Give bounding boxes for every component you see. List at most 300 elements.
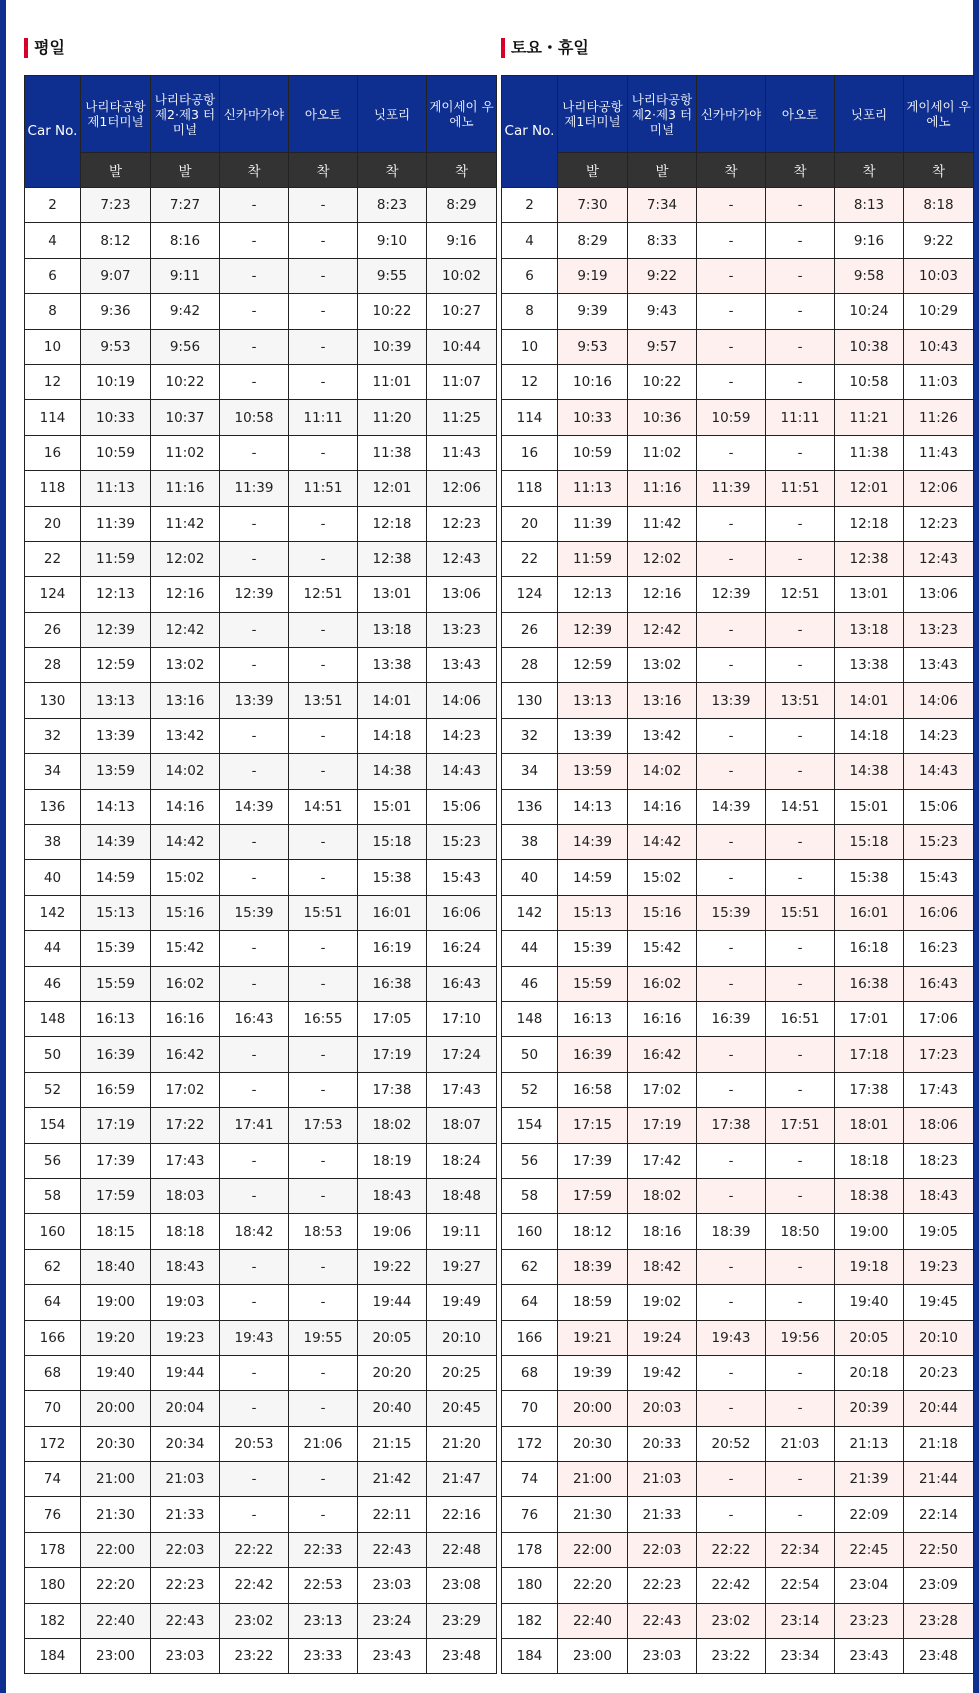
car-number-cell: 40 [25, 860, 81, 895]
time-cell: - [289, 1391, 358, 1426]
time-cell: 18:23 [904, 1143, 974, 1178]
time-cell: 18:50 [766, 1214, 835, 1249]
table-row [502, 1249, 974, 1284]
time-cell: 23:43 [358, 1639, 427, 1674]
time-cell: 10:58 [835, 364, 904, 399]
time-cell: - [289, 718, 358, 753]
header-car-no: Car No. [502, 76, 558, 188]
table-row [502, 506, 974, 541]
table-row [502, 860, 974, 895]
table-row [25, 188, 497, 223]
time-cell: 12:02 [151, 541, 220, 576]
table-row [502, 1426, 974, 1461]
time-cell: 10:36 [628, 400, 697, 435]
table-row [502, 577, 974, 612]
time-cell: 9:53 [558, 329, 628, 364]
table-row [25, 895, 497, 930]
car-number-cell: 2 [25, 188, 81, 223]
time-cell: 22:53 [289, 1568, 358, 1603]
car-number-cell: 34 [502, 754, 558, 789]
time-cell: 14:06 [904, 683, 974, 718]
table-row [25, 471, 497, 506]
time-cell: - [220, 1037, 289, 1072]
time-cell: - [697, 1391, 766, 1426]
time-cell: 19:02 [628, 1285, 697, 1320]
header-station: 나리타공항 제1터미널 [558, 76, 628, 153]
time-cell: 13:59 [558, 754, 628, 789]
time-cell: 13:18 [358, 612, 427, 647]
time-cell: - [220, 1355, 289, 1390]
table-row [25, 718, 497, 753]
time-cell: 11:25 [427, 400, 497, 435]
subheader-dep-arr: 발 [628, 153, 697, 188]
time-cell: 19:20 [81, 1320, 151, 1355]
time-cell: 23:14 [766, 1603, 835, 1638]
table-row [25, 1001, 497, 1036]
car-number-cell: 178 [25, 1532, 81, 1567]
car-number-cell: 160 [25, 1214, 81, 1249]
time-cell: - [220, 931, 289, 966]
time-cell: 13:06 [427, 577, 497, 612]
time-cell: 13:38 [358, 648, 427, 683]
time-cell: 23:02 [220, 1603, 289, 1638]
time-cell: 18:48 [427, 1178, 497, 1213]
time-cell: 14:43 [427, 754, 497, 789]
table-row [502, 1108, 974, 1143]
time-cell: 17:53 [289, 1108, 358, 1143]
car-number-cell: 172 [25, 1426, 81, 1461]
time-cell: 11:43 [427, 435, 497, 470]
time-cell: 18:43 [358, 1178, 427, 1213]
table-row [502, 541, 974, 576]
time-cell: 17:01 [835, 1001, 904, 1036]
table-row [502, 1214, 974, 1249]
time-cell: 23:33 [289, 1639, 358, 1674]
time-cell: 23:48 [904, 1639, 974, 1674]
time-cell: 17:38 [835, 1072, 904, 1107]
time-cell: 12:02 [628, 541, 697, 576]
time-cell: 16:59 [81, 1072, 151, 1107]
time-cell: 21:42 [358, 1462, 427, 1497]
time-cell: 19:43 [697, 1320, 766, 1355]
time-cell: 18:39 [697, 1214, 766, 1249]
time-cell: 13:23 [427, 612, 497, 647]
time-cell: - [766, 294, 835, 329]
time-cell: - [289, 1037, 358, 1072]
time-cell: - [220, 541, 289, 576]
time-cell: 16:06 [427, 895, 497, 930]
time-cell: - [766, 1249, 835, 1284]
time-cell: 16:19 [358, 931, 427, 966]
time-cell: 14:16 [151, 789, 220, 824]
car-number-cell: 58 [502, 1178, 558, 1213]
table-row [502, 895, 974, 930]
time-cell: - [289, 435, 358, 470]
time-cell: - [697, 966, 766, 1001]
time-cell: - [289, 1072, 358, 1107]
time-cell: 17:43 [427, 1072, 497, 1107]
time-cell: 15:23 [904, 825, 974, 860]
time-cell: 10:22 [358, 294, 427, 329]
header-station: 신카마가야 [220, 76, 289, 153]
time-cell: - [289, 648, 358, 683]
time-cell: 22:42 [220, 1568, 289, 1603]
time-cell: 18:53 [289, 1214, 358, 1249]
time-cell: - [289, 1143, 358, 1178]
car-number-cell: 10 [25, 329, 81, 364]
table-row [502, 294, 974, 329]
time-cell: - [766, 506, 835, 541]
time-cell: 20:03 [628, 1391, 697, 1426]
car-number-cell: 130 [502, 683, 558, 718]
time-cell: 9:58 [835, 258, 904, 293]
time-cell: 19:27 [427, 1249, 497, 1284]
time-cell: - [697, 931, 766, 966]
time-cell: 11:01 [358, 364, 427, 399]
time-cell: 18:40 [81, 1249, 151, 1284]
time-cell: 13:01 [358, 577, 427, 612]
time-cell: 22:16 [427, 1497, 497, 1532]
time-cell: 11:26 [904, 400, 974, 435]
time-cell: 13:39 [220, 683, 289, 718]
time-cell: 13:16 [628, 683, 697, 718]
table-row [502, 400, 974, 435]
time-cell: - [697, 754, 766, 789]
time-cell: 12:18 [835, 506, 904, 541]
time-cell: - [220, 1178, 289, 1213]
table-row [502, 1355, 974, 1390]
time-cell: - [766, 718, 835, 753]
time-cell: 18:02 [358, 1108, 427, 1143]
time-cell: 20:52 [697, 1426, 766, 1461]
time-cell: 8:18 [904, 188, 974, 223]
car-number-cell: 2 [502, 188, 558, 223]
time-cell: 22:34 [766, 1532, 835, 1567]
time-cell: 10:43 [904, 329, 974, 364]
car-number-cell: 68 [502, 1355, 558, 1390]
time-cell: 23:00 [558, 1639, 628, 1674]
time-cell: - [220, 294, 289, 329]
table-row [25, 1391, 497, 1426]
time-cell: 17:10 [427, 1001, 497, 1036]
time-cell: 20:05 [835, 1320, 904, 1355]
table-row [502, 1568, 974, 1603]
time-cell: 11:59 [558, 541, 628, 576]
time-cell: 10:24 [835, 294, 904, 329]
time-cell: 19:06 [358, 1214, 427, 1249]
time-cell: 18:42 [220, 1214, 289, 1249]
time-cell: 13:59 [81, 754, 151, 789]
time-cell: 12:39 [558, 612, 628, 647]
time-cell: 22:45 [835, 1532, 904, 1567]
time-cell: - [697, 860, 766, 895]
time-cell: - [289, 541, 358, 576]
time-cell: 11:51 [289, 471, 358, 506]
time-cell: 16:42 [151, 1037, 220, 1072]
table-row [502, 1001, 974, 1036]
time-cell: 18:12 [558, 1214, 628, 1249]
car-number-cell: 184 [502, 1639, 558, 1674]
time-cell: 9:16 [835, 223, 904, 258]
time-cell: 19:55 [289, 1320, 358, 1355]
time-cell: 11:39 [697, 471, 766, 506]
time-cell: 16:01 [835, 895, 904, 930]
time-cell: 19:18 [835, 1249, 904, 1284]
car-number-cell: 68 [25, 1355, 81, 1390]
car-number-cell: 154 [502, 1108, 558, 1143]
time-cell: 23:02 [697, 1603, 766, 1638]
time-cell: 17:19 [81, 1108, 151, 1143]
time-cell: 16:39 [697, 1001, 766, 1036]
subheader-dep-arr: 착 [220, 153, 289, 188]
time-cell: - [220, 1249, 289, 1284]
time-cell: 16:13 [558, 1001, 628, 1036]
time-cell: 15:59 [558, 966, 628, 1001]
car-number-cell: 154 [25, 1108, 81, 1143]
time-cell: 13:43 [904, 648, 974, 683]
time-cell: 17:23 [904, 1037, 974, 1072]
time-cell: 21:00 [558, 1462, 628, 1497]
time-cell: - [289, 364, 358, 399]
car-number-cell: 28 [25, 648, 81, 683]
time-cell: 21:18 [904, 1426, 974, 1461]
time-cell: 12:18 [358, 506, 427, 541]
table-row [25, 1108, 497, 1143]
time-cell: - [697, 1249, 766, 1284]
time-cell: 21:03 [628, 1462, 697, 1497]
time-cell: 23:48 [427, 1639, 497, 1674]
car-number-cell: 118 [502, 471, 558, 506]
time-cell: 12:01 [358, 471, 427, 506]
table-row [25, 789, 497, 824]
car-number-cell: 4 [502, 223, 558, 258]
time-cell: 21:33 [628, 1497, 697, 1532]
time-cell: 9:10 [358, 223, 427, 258]
time-cell: 13:18 [835, 612, 904, 647]
table-row [502, 648, 974, 683]
time-cell: 13:39 [697, 683, 766, 718]
time-cell: 20:10 [904, 1320, 974, 1355]
table-row [502, 931, 974, 966]
time-cell: 19:24 [628, 1320, 697, 1355]
time-cell: 15:06 [904, 789, 974, 824]
car-number-cell: 28 [502, 648, 558, 683]
time-cell: 10:29 [904, 294, 974, 329]
car-number-cell: 182 [25, 1603, 81, 1638]
time-cell: 13:23 [904, 612, 974, 647]
time-cell: 19:11 [427, 1214, 497, 1249]
car-number-cell: 50 [25, 1037, 81, 1072]
time-cell: 20:00 [81, 1391, 151, 1426]
time-cell: 22:48 [427, 1532, 497, 1567]
time-cell: - [697, 541, 766, 576]
time-cell: 16:16 [628, 1001, 697, 1036]
time-cell: - [289, 506, 358, 541]
time-cell: 11:20 [358, 400, 427, 435]
time-cell: 22:40 [558, 1603, 628, 1638]
time-cell: 16:55 [289, 1001, 358, 1036]
time-cell: 19:45 [904, 1285, 974, 1320]
table-row [502, 1285, 974, 1320]
time-cell: 15:16 [628, 895, 697, 930]
car-number-cell: 46 [25, 966, 81, 1001]
time-cell: 11:43 [904, 435, 974, 470]
time-cell: 14:39 [558, 825, 628, 860]
weekday-timetable [24, 75, 497, 1674]
time-cell: - [220, 825, 289, 860]
car-number-cell: 172 [502, 1426, 558, 1461]
time-cell: 23:34 [766, 1639, 835, 1674]
time-cell: 23:43 [835, 1639, 904, 1674]
table-row [25, 1426, 497, 1461]
time-cell: 13:13 [81, 683, 151, 718]
time-cell: 12:01 [835, 471, 904, 506]
car-number-cell: 44 [502, 931, 558, 966]
time-cell: 14:43 [904, 754, 974, 789]
time-cell: 9:53 [81, 329, 151, 364]
time-cell: 19:42 [628, 1355, 697, 1390]
car-number-cell: 76 [25, 1497, 81, 1532]
time-cell: 20:23 [904, 1355, 974, 1390]
table-row [25, 1072, 497, 1107]
time-cell: 15:51 [289, 895, 358, 930]
time-cell: 16:23 [904, 931, 974, 966]
time-cell: - [697, 612, 766, 647]
time-cell: 18:59 [558, 1285, 628, 1320]
time-cell: 17:43 [151, 1143, 220, 1178]
time-cell: 9:36 [81, 294, 151, 329]
time-cell: 13:06 [904, 577, 974, 612]
time-cell: 21:47 [427, 1462, 497, 1497]
time-cell: 23:04 [835, 1568, 904, 1603]
time-cell: - [220, 258, 289, 293]
car-number-cell: 22 [25, 541, 81, 576]
time-cell: 13:39 [558, 718, 628, 753]
time-cell: 12:16 [151, 577, 220, 612]
time-cell: 20:04 [151, 1391, 220, 1426]
car-number-cell: 180 [25, 1568, 81, 1603]
time-cell: 12:23 [427, 506, 497, 541]
time-cell: 15:59 [81, 966, 151, 1001]
time-cell: - [766, 223, 835, 258]
car-number-cell: 52 [502, 1072, 558, 1107]
time-cell: 10:39 [358, 329, 427, 364]
time-cell: 17:18 [835, 1037, 904, 1072]
table-row [25, 1532, 497, 1567]
time-cell: 20:45 [427, 1391, 497, 1426]
car-number-cell: 136 [25, 789, 81, 824]
time-cell: 19:22 [358, 1249, 427, 1284]
time-cell: 13:42 [628, 718, 697, 753]
time-cell: 16:16 [151, 1001, 220, 1036]
time-cell: 12:38 [358, 541, 427, 576]
car-number-cell: 38 [502, 825, 558, 860]
time-cell: - [766, 364, 835, 399]
car-number-cell: 38 [25, 825, 81, 860]
time-cell: 18:02 [628, 1178, 697, 1213]
time-cell: 19:39 [558, 1355, 628, 1390]
time-cell: 17:39 [81, 1143, 151, 1178]
time-cell: 18:38 [835, 1178, 904, 1213]
car-number-cell: 74 [25, 1462, 81, 1497]
table-row [502, 258, 974, 293]
car-number-cell: 32 [25, 718, 81, 753]
table-row [502, 718, 974, 753]
time-cell: - [220, 1285, 289, 1320]
time-cell: 21:00 [81, 1462, 151, 1497]
subheader-dep-arr: 착 [766, 153, 835, 188]
time-cell: 13:38 [835, 648, 904, 683]
car-number-cell: 34 [25, 754, 81, 789]
table-row [25, 966, 497, 1001]
time-cell: 9:16 [427, 223, 497, 258]
time-cell: 8:12 [81, 223, 151, 258]
time-cell: 11:39 [220, 471, 289, 506]
time-cell: 16:13 [81, 1001, 151, 1036]
time-cell: - [766, 1143, 835, 1178]
time-cell: 19:40 [835, 1285, 904, 1320]
time-cell: - [697, 1355, 766, 1390]
time-cell: 22:14 [904, 1497, 974, 1532]
time-cell: - [289, 188, 358, 223]
time-cell: 19:23 [904, 1249, 974, 1284]
time-cell: - [289, 1249, 358, 1284]
time-cell: 21:30 [81, 1497, 151, 1532]
time-cell: - [697, 223, 766, 258]
time-cell: 18:19 [358, 1143, 427, 1178]
time-cell: - [220, 860, 289, 895]
time-cell: 19:56 [766, 1320, 835, 1355]
header-station: 닛포리 [358, 76, 427, 153]
car-number-cell: 52 [25, 1072, 81, 1107]
time-cell: 13:43 [427, 648, 497, 683]
time-cell: 9:22 [628, 258, 697, 293]
table-row [25, 506, 497, 541]
time-cell: 12:39 [81, 612, 151, 647]
time-cell: 12:51 [289, 577, 358, 612]
time-cell: 17:39 [558, 1143, 628, 1178]
time-cell: 10:33 [81, 400, 151, 435]
subheader-dep-arr: 착 [835, 153, 904, 188]
car-number-cell: 64 [502, 1285, 558, 1320]
time-cell: - [220, 612, 289, 647]
time-cell: 20:39 [835, 1391, 904, 1426]
subheader-dep-arr: 착 [427, 153, 497, 188]
time-cell: - [766, 754, 835, 789]
time-cell: 20:25 [427, 1355, 497, 1390]
header-station: 닛포리 [835, 76, 904, 153]
time-cell: 12:06 [427, 471, 497, 506]
time-cell: 12:38 [835, 541, 904, 576]
time-cell: 15:42 [151, 931, 220, 966]
time-cell: 18:43 [904, 1178, 974, 1213]
table-row [502, 754, 974, 789]
weekday-title: 평일 [24, 37, 65, 59]
time-cell: 13:42 [151, 718, 220, 753]
subheader-dep-arr: 착 [904, 153, 974, 188]
header-station: 나리타공항 제2·제3 터미널 [151, 76, 220, 153]
time-cell: 22:43 [358, 1532, 427, 1567]
table-row [25, 1037, 497, 1072]
time-cell: - [697, 1037, 766, 1072]
time-cell: 23:28 [904, 1603, 974, 1638]
time-cell: 20:20 [358, 1355, 427, 1390]
time-cell: - [220, 435, 289, 470]
table-row [25, 931, 497, 966]
time-cell: 14:02 [151, 754, 220, 789]
time-cell: 9:42 [151, 294, 220, 329]
table-row [25, 1320, 497, 1355]
